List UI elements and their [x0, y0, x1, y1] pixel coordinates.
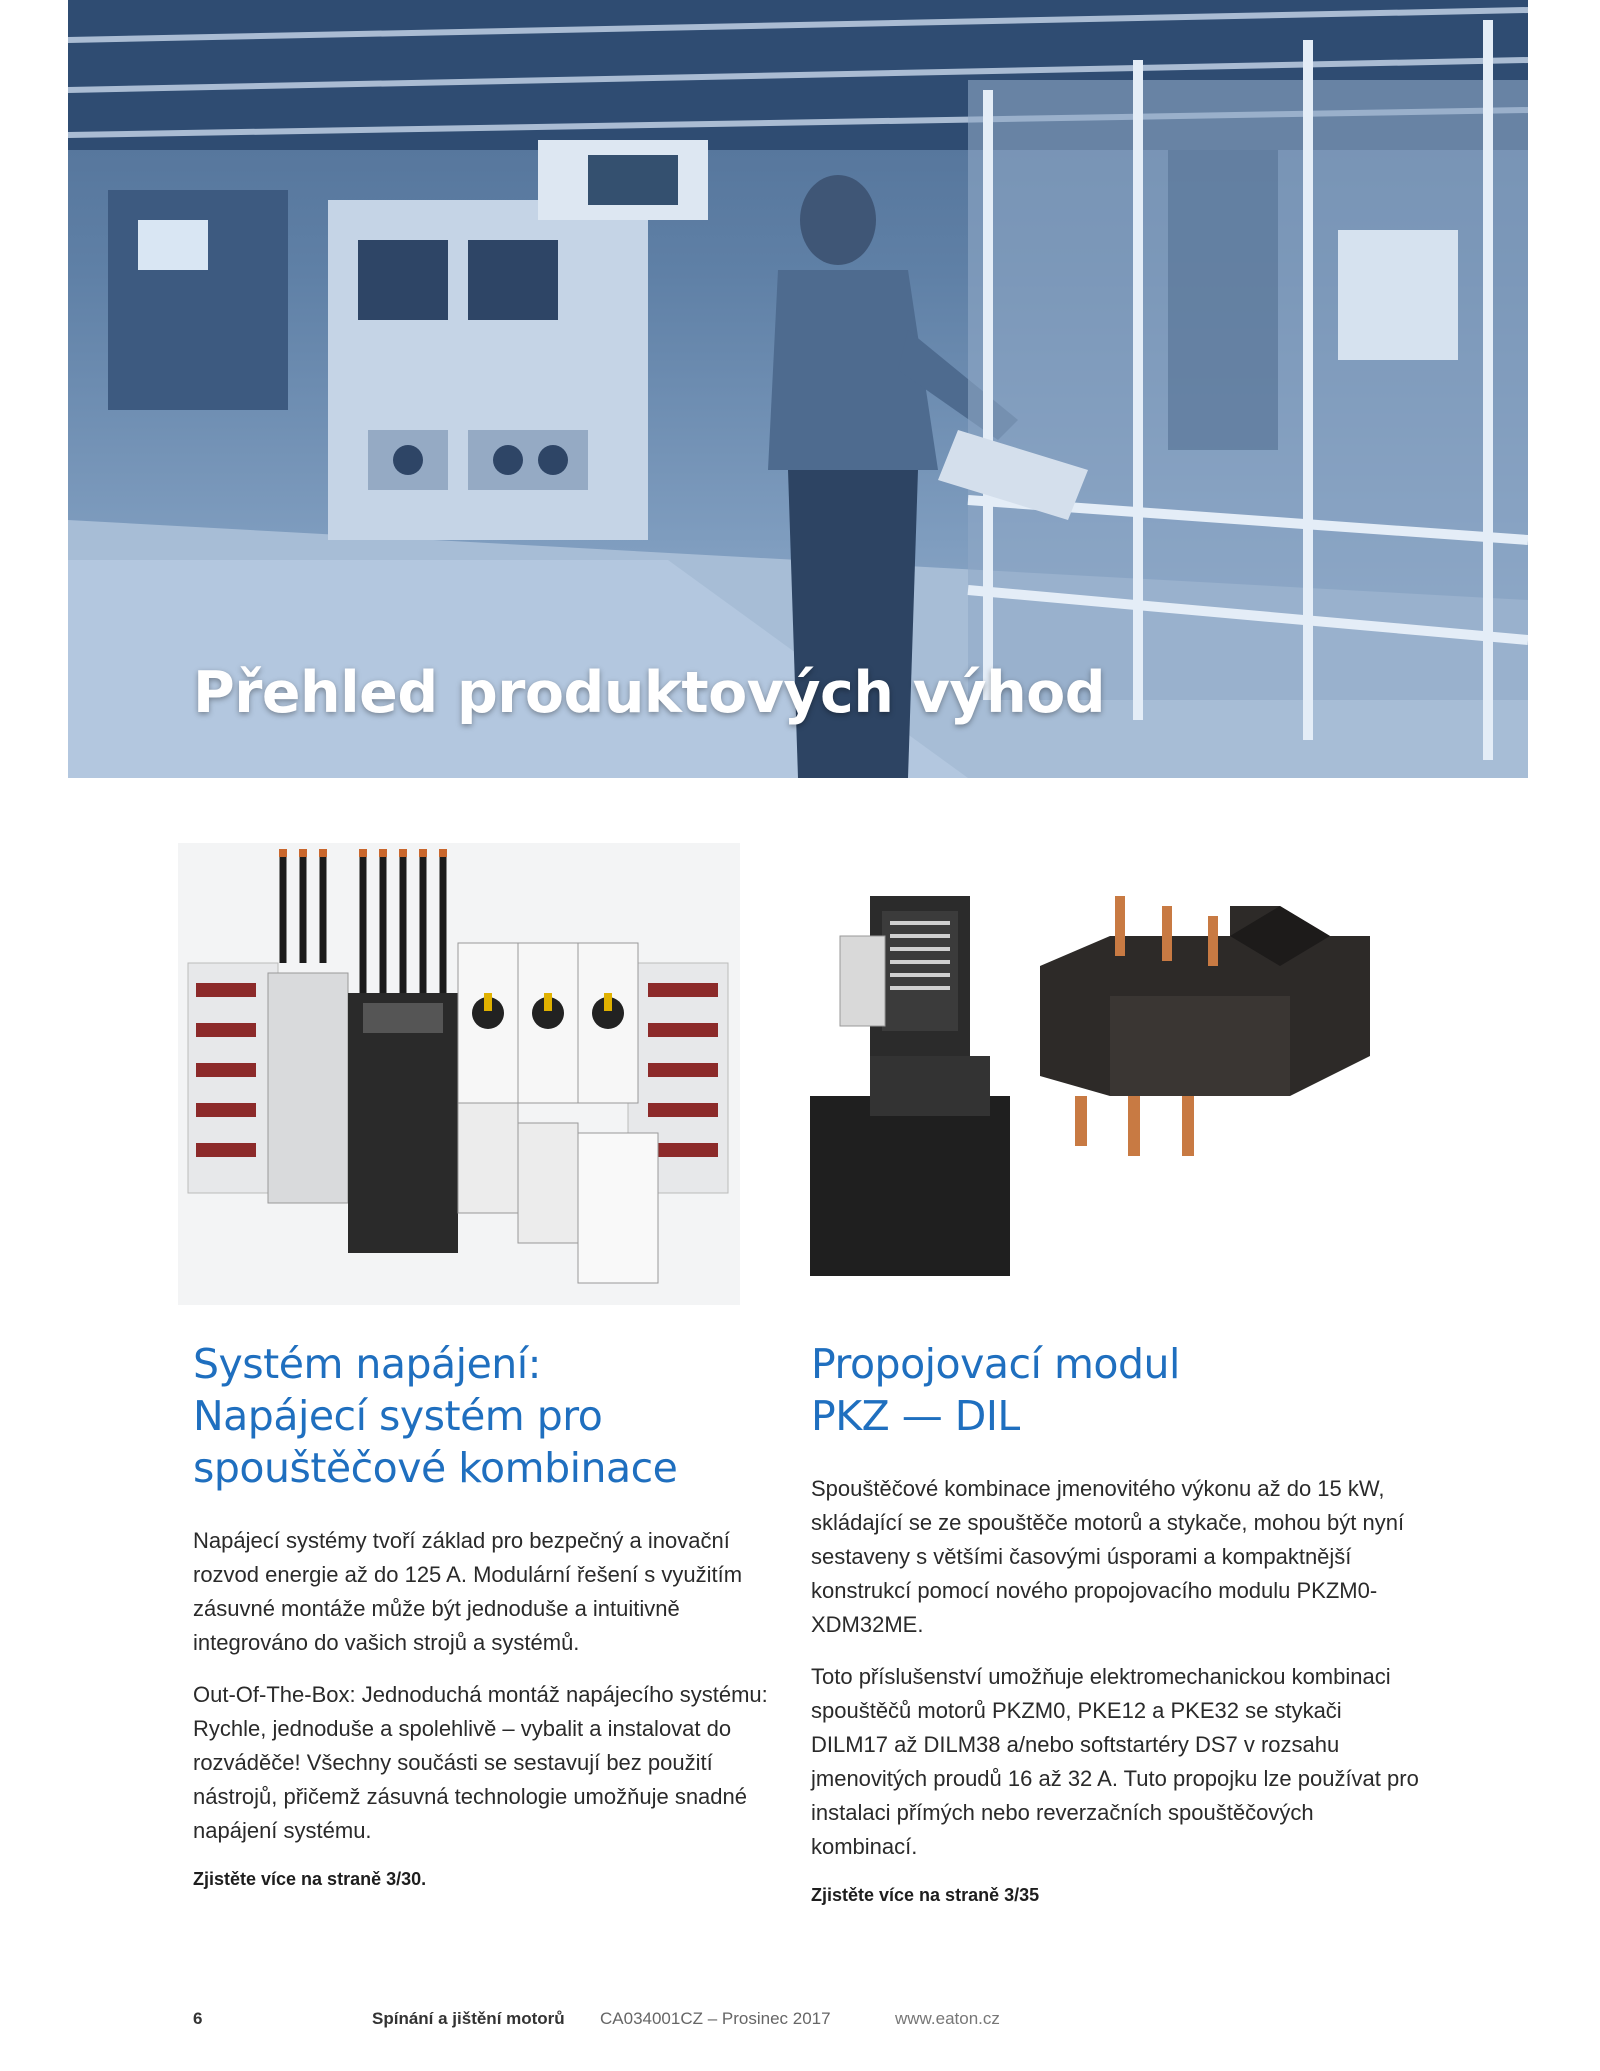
- power-supply-heading: [193, 1338, 793, 1494]
- hero-banner: [68, 0, 1528, 778]
- connection-module-section: [811, 1338, 1421, 1926]
- body-paragraph: Spouštěčové kombinace jmenovitého výkonu až do 15 kW, skládající se ze spouštěče motorů a stykače, mohou být nyní sestaveny s většími časovými úsporami a kompaktnější konstrukcí pomocí nového propojovacího modulu PKZM0-XDM32ME.: [811, 1476, 1405, 1637]
- page-reference: Zjistěte více na straně 3/30.: [193, 1869, 427, 1889]
- body-paragraph: Toto příslušenství umožňuje elektromechanickou kombinaci spouštěčů motorů PKZM0, PKE12 a PKE32 se stykači DILM17 až DILM38 a/nebo softstartéry DS7 v rozsahu jmenovitých proudů 16 až 32 A. Tuto propojku lze používat pro instalaci přímých nebo reverzačních spouštěčových kombinací.: [811, 1664, 1419, 1859]
- page-number: 6: [193, 2009, 203, 2028]
- body-paragraph: Napájecí systémy tvoří základ pro bezpečný a inovační rozvod energie až do 125 A. Modulární řešení s využitím zásuvné montáže může být jednoduše a intuitivně integrováno do vašich strojů a systémů.: [193, 1528, 743, 1655]
- page-title: Přehled produktových výhod: [193, 660, 1106, 726]
- footer-title: Spínání a jištění motorů: [372, 2009, 565, 2028]
- heading-line: spouštěčové kombinace: [193, 1444, 678, 1492]
- power-supply-section: [193, 1338, 793, 1910]
- pkz-dil-connection-module-photo: [810, 866, 1442, 1284]
- heading-line: Napájecí systém pro: [193, 1392, 603, 1440]
- website-link[interactable]: www.eaton.cz: [895, 2009, 1000, 2028]
- page-reference: Zjistěte více na straně 3/35: [811, 1885, 1040, 1905]
- heading-line: Systém napájení:: [193, 1340, 541, 1388]
- connection-module-heading: [811, 1338, 1421, 1442]
- heading-line: Propojovací modul: [811, 1340, 1180, 1388]
- heading-line: PKZ — DIL: [811, 1392, 1020, 1440]
- power-supply-system-photo: [178, 843, 740, 1305]
- body-paragraph: Out-Of-The-Box: Jednoduchá montáž napájecího systému: Rychle, jednoduše a spolehlivě – vybalit a instalovat do rozváděče! Všechny součásti se sestavují bez použití nástrojů, přičemž zásuvná technologie umožňuje snadné napájení systému.: [193, 1682, 768, 1843]
- document-code: CA034001CZ – Prosinec 2017: [600, 2009, 831, 2028]
